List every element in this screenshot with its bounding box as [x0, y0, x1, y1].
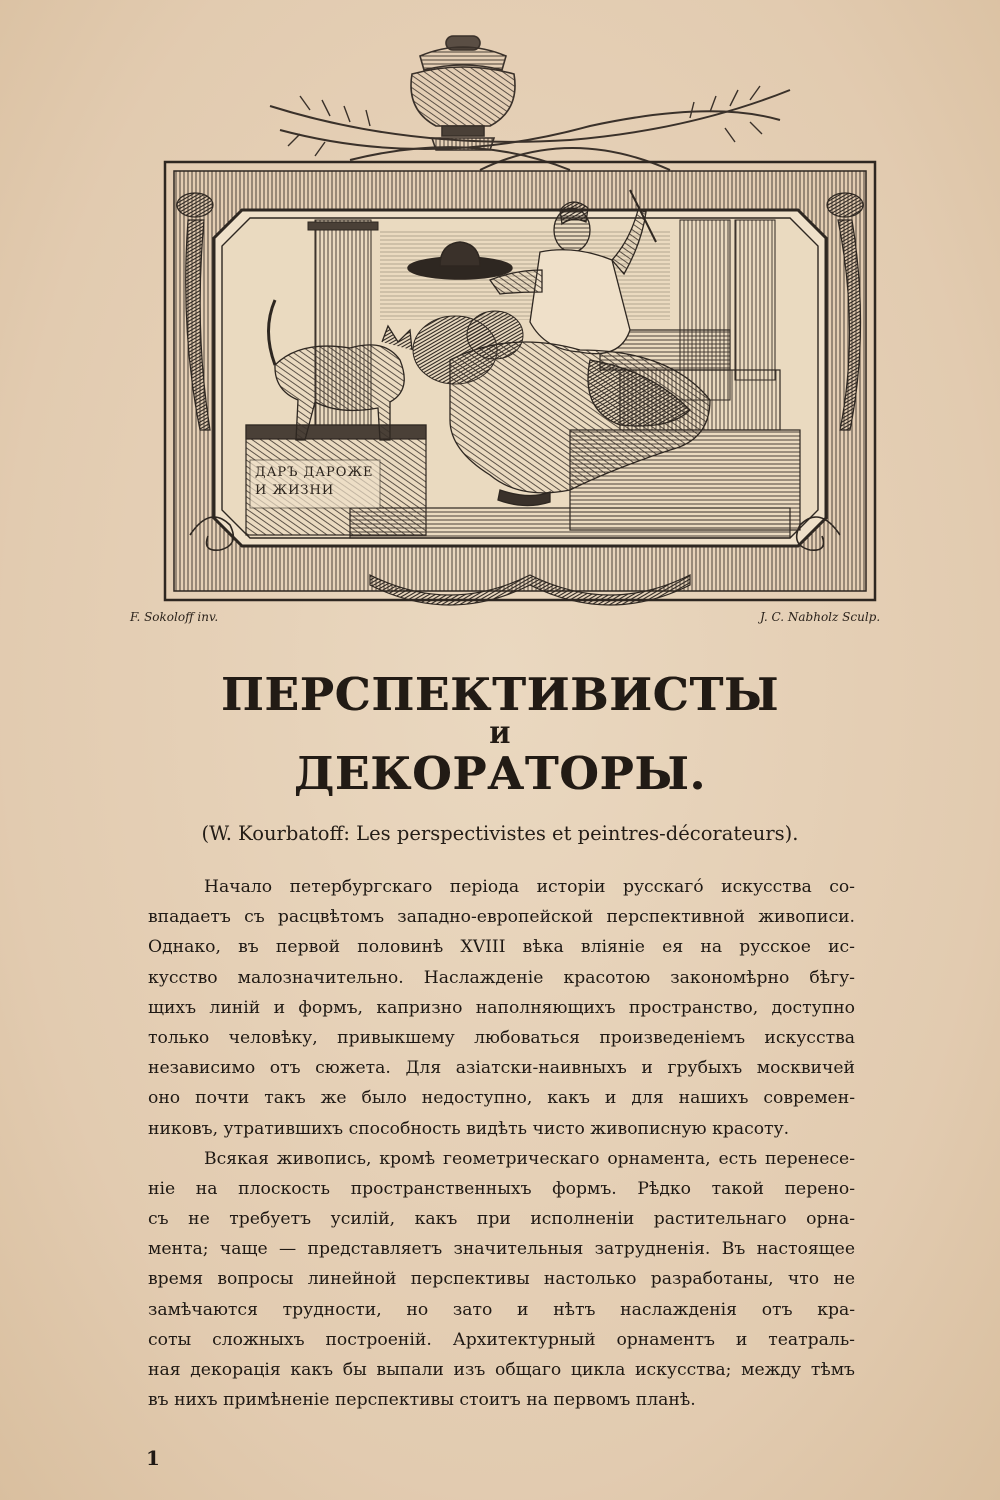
page-title-line1: ПЕРСПЕКТИВИСТЫ: [220, 668, 780, 721]
text-line: Начало петербургскаго періода исторіи русскагó искусства со-: [204, 877, 855, 897]
text-line: впадаетъ съ расцвѣтомъ западно-европейской перспективной живописи.: [148, 907, 855, 928]
engraving-caption-line1: ДАРЪ ДАРОЖЕ: [255, 465, 374, 480]
page-number: 1: [146, 1446, 160, 1470]
body-text: [148, 872, 855, 1415]
text-line: кусство малозначительно. Наслажденіе красотою закономѣрно бѣгу-: [148, 967, 855, 988]
text-line: независимо отъ сюжета. Для азіатски-наивныхъ и грубыхъ москвичей: [148, 1058, 855, 1079]
wheat-branches: [270, 86, 790, 170]
engraving-caption-line2: И ЖИЗНИ: [255, 483, 335, 498]
text-line: оно почти такъ же было недоступно, какъ и для нашихъ современ-: [148, 1088, 855, 1109]
engraving-signature-right: J. C. Nabholz Sculp.: [760, 610, 881, 624]
text-line: Всякая живопись, кромѣ геометрическаго орнамента, есть перенесе-: [204, 1148, 855, 1169]
paragraph-1: [148, 872, 855, 1144]
engraving-vignette: [150, 30, 890, 630]
text-line: замѣчаются трудности, но зато и нѣтъ наслажденія отъ кра-: [148, 1299, 855, 1320]
text-line: только человѣку, привыкшему любоваться произведеніемъ искусства: [148, 1027, 855, 1048]
text-line: ніе на плоскость пространственныхъ формъ. Рѣдко такой перено-: [148, 1178, 855, 1199]
text-line: соты сложныхъ построеній. Архитектурный орнаментъ и театраль-: [148, 1329, 855, 1350]
engraving-caption: [255, 464, 375, 500]
text-line: время вопросы линейной перспективы настолько разработаны, что не: [148, 1269, 855, 1290]
paragraph-2: [148, 1144, 855, 1416]
text-line: мента; чаще — представляетъ значительныя затрудненія. Въ настоящее: [148, 1239, 855, 1260]
text-line: Однако, въ первой половинѣ XVIII вѣка вліяніе ея на русское ис-: [148, 937, 855, 958]
urn-ornament: [411, 36, 515, 150]
page-title-conjunction: И: [489, 723, 511, 749]
page-subtitle: (W. Kourbatoff: Les perspectivistes et peintres-décorateurs).: [201, 822, 799, 845]
page-title-line2: ДЕКОРАТОРЫ.: [293, 747, 707, 800]
text-line: съ не требуетъ усилій, какъ при исполненіи растительнаго орна-: [148, 1209, 855, 1230]
engraving-signature-left: F. Sokoloff inv.: [130, 610, 219, 624]
text-line: ная декорація какъ бы выпали изъ общаго цикла искусства; между тѣмъ: [148, 1360, 855, 1380]
text-line: щихъ линій и формъ, капризно наполняющихъ пространство, доступно: [148, 997, 855, 1018]
text-line: никовъ, утратившихъ способность видѣть чисто живописную красоту.: [148, 1118, 790, 1139]
text-line: въ нихъ примѣненіе перспективы стоитъ на первомъ планѣ.: [148, 1390, 696, 1411]
allegorical-vignette-icon: [150, 30, 890, 630]
